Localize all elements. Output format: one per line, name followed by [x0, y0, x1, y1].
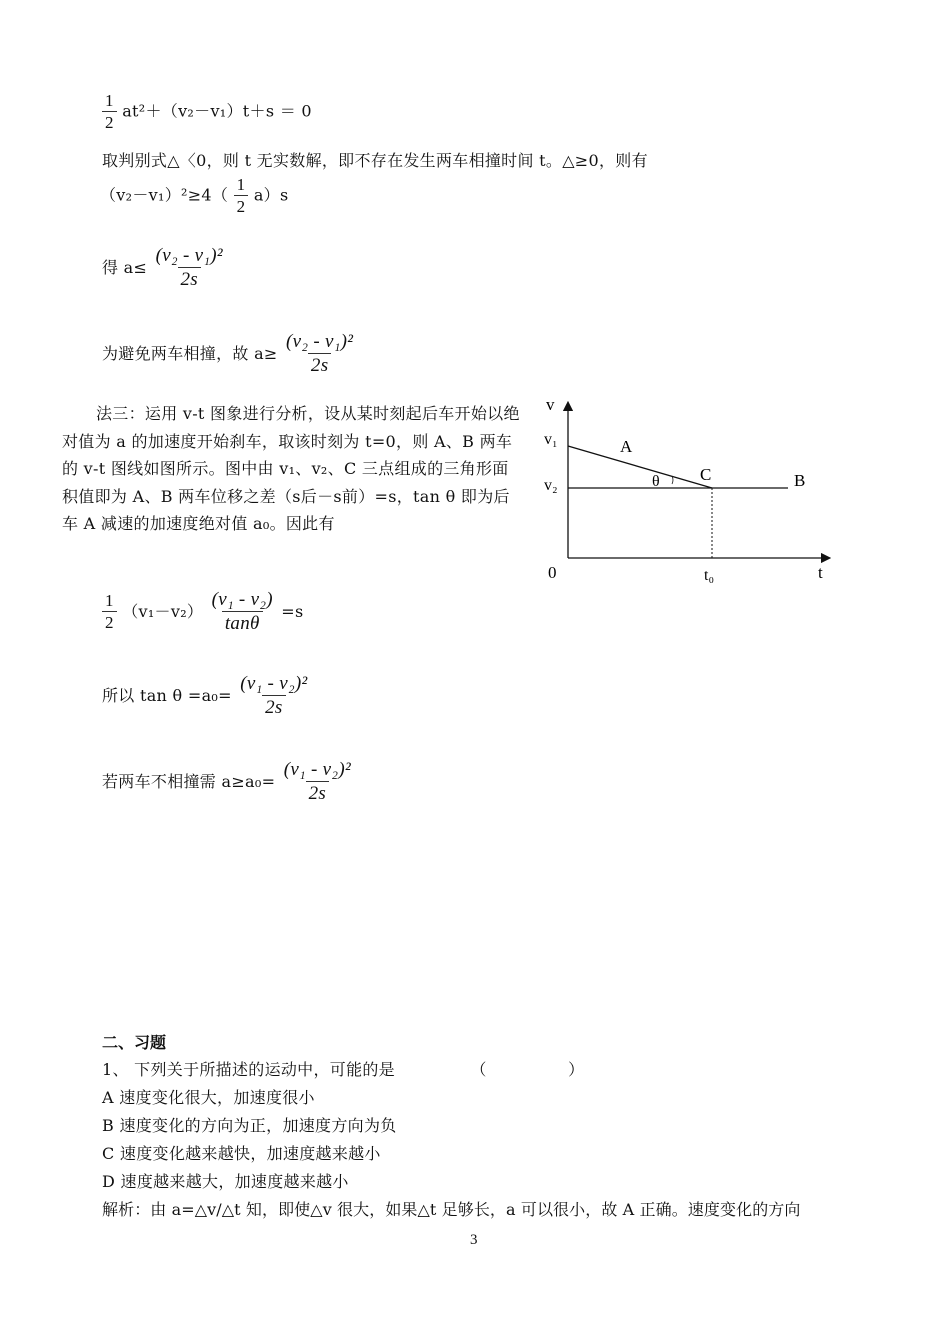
equation-8: 若两车不相撞需 a≥a₀= $\frac{\text{(v₁ - v₂)²}}{2s}$ [102, 760, 354, 805]
equation-6: $\frac{1}{2}$ （v₁－v₂） $\frac{\text{(v₁ - v₂)}}{\tan\theta}$ =s [102, 590, 303, 635]
question-1-stem: 1、 下列关于所描述的运动中，可能的是 [102, 1060, 395, 1079]
t0-label: t₀ [704, 567, 715, 584]
section-title: 二、习题 [102, 1033, 167, 1052]
t-axis-label: t [818, 563, 823, 582]
equation-3: （v₂－v₁）²≥4（ $\frac{1}{2}$ a）s [100, 175, 289, 216]
fraction: $\frac{\text{(v₁ - v₂)²}}{2s}$ [283, 759, 351, 804]
equation-1 [102, 92, 312, 132]
fraction-half: $\frac{1}{2}$ [234, 176, 249, 216]
equation-7: 所以 tan θ =a₀= $\frac{\text{(v₁ - v₂)²}}{2s}$ [102, 674, 311, 719]
v-axis-label: v [546, 395, 555, 414]
v2-label: v₂ [544, 477, 558, 494]
line-a-label: A [620, 437, 633, 456]
fraction-half: $\frac{1}{2}$ [102, 92, 117, 132]
fraction-half: $\frac{1}{2}$ [102, 592, 117, 632]
question-1 [102, 1057, 584, 1080]
line-b-label: B [794, 471, 806, 490]
point-c-label: C [700, 465, 712, 484]
option-d: D 速度越来越大，加速度越来越小 [102, 1172, 349, 1191]
origin-label: 0 [548, 563, 557, 582]
discriminant-line: 取判别式△〈0，则 t 无实数解，即不存在发生两车相撞时间 t。△≥0，则有 [102, 151, 648, 170]
option-b: B 速度变化的方向为正，加速度方向为负 [102, 1116, 397, 1135]
angle-arc [672, 476, 673, 484]
fraction: $\frac{\text{(v₂ - v₁)²}}{2s}$ [286, 331, 354, 376]
line-a [568, 446, 712, 488]
equation-4: 得 a≤ $\frac{\text{(v₂ - v₁)²}}{2s}$ [102, 246, 226, 291]
equation-1-text: at²＋（v₂－v₁）t＋s ＝ 0 [122, 101, 312, 121]
method-3-paragraph: 法三：运用 v-t 图象进行分析，设从某时刻起后车开始以绝对值为 a 的加速度开始刹车，取该时刻为 t=0，则 A、B 两车的 v-t 图线如图所示。图中由 v₁、v₂、C 三点组成的三角形面积值即为 A、B 两车位移之差（s后－s前）=s，tan θ 即为后车 A 减速的加速度绝对值 a₀。因此有 [62, 404, 520, 533]
equation-5: 为避免两车相撞，故 a≥ $\frac{\text{(v₂ - v₁)²}}{2s}$ [102, 332, 356, 377]
fraction: $\frac{\text{(v₁ - v₂)}}{\tan\theta}$ [211, 589, 273, 634]
theta-label: θ [652, 473, 660, 490]
analysis-line: 解析：由 a=△v/△t 知，即使△v 很大，如果△t 足够长，a 可以很小，故 A 正确。速度变化的方向 [102, 1200, 801, 1219]
option-a: A 速度变化很大，加速度很小 [102, 1088, 315, 1107]
fraction: $\frac{\text{(v₂ - v₁)²}}{2s}$ [155, 245, 223, 290]
page-number: 3 [470, 1232, 478, 1248]
vt-graph [538, 392, 838, 592]
option-c: C 速度变化越来越快，加速度越来越小 [102, 1144, 381, 1163]
fraction: $\frac{\text{(v₁ - v₂)²}}{2s}$ [240, 673, 308, 718]
v1-label: v₁ [544, 431, 558, 448]
answer-paren: （ ） [470, 1060, 585, 1079]
